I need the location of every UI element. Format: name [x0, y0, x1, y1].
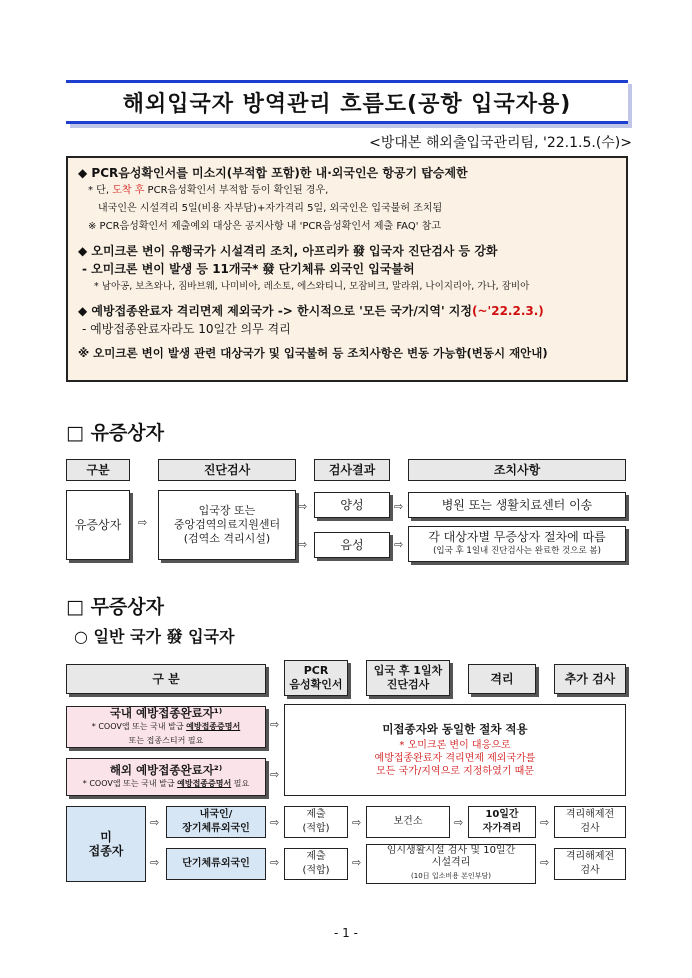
- sec1-positive-action: 병원 또는 생활치료센터 이송: [408, 492, 626, 518]
- notice-line-4: ※ PCR음성확인서 제출예외 대상은 공지사항 내 'PCR음성확인서 제출 FAQ' 참고: [88, 221, 441, 232]
- arrow-right-icon: ⇨: [270, 718, 280, 731]
- arrow-right-icon: ⇨: [352, 816, 362, 829]
- arrow-right-icon: ⇨: [454, 816, 464, 829]
- page-subtitle: <방대본 해외출입국관리팀, '22.1.5.(수)>: [369, 135, 632, 151]
- sec1-category-symptomatic: 유증상자: [66, 490, 130, 560]
- row2-pcr: 제출 (적합): [284, 848, 348, 880]
- sec1-header-test: 진단검사: [158, 459, 296, 481]
- notice-box: [66, 156, 628, 382]
- sec1-test-location: 입국장 또는 중앙검역의료지원센터 (검역소 격리시설): [158, 490, 296, 560]
- arrow-right-icon: ⇨: [394, 538, 404, 551]
- sec1-negative-action: 각 대상자별 무증상자 절차에 따름 (입국 후 1일내 진단검사는 완료한 것으로 봄): [408, 526, 626, 562]
- notice-line-5: ◆ 오미크론 변이 유행국가 시설격리 조치, 아프리카 發 입국자 진단검사 등 강화: [78, 244, 498, 258]
- arrow-right-icon: ⇨: [270, 768, 280, 781]
- sec1-result-positive: 양성: [314, 492, 390, 518]
- notice-line-10: ※ 오미크론 변이 발생 관련 대상국가 및 입국불허 등 조치사항은 변동 가능함(변동시 재안내): [78, 346, 548, 360]
- section-general-country-subheading: ○ 일반 국가 發 입국자: [74, 627, 235, 646]
- page-title: 해외입국자 방역관리 흐름도(공항 입국자용): [66, 80, 628, 124]
- sec2-header-quarantine: 격리: [468, 664, 536, 694]
- row1-pcr: 제출 (적합): [284, 806, 348, 838]
- sec1-header-result: 검사결과: [314, 459, 390, 481]
- row1-category: 내국인/ 장기체류외국인: [166, 806, 266, 838]
- row2-additional-test: 격리해제전 검사: [554, 848, 626, 880]
- sec1-result-negative: 음성: [314, 532, 390, 558]
- arrow-right-icon: ⇨: [138, 516, 148, 529]
- arrow-right-icon: ⇨: [270, 816, 280, 829]
- notice-line-8: ◆ 예방접종완료자 격리면제 제외국가 -> 한시적으로 '모든 국가/지역' 지정(~'22.2.3.): [78, 304, 544, 318]
- arrow-right-icon: ⇨: [298, 538, 308, 551]
- notice-line-9: - 예방접종완료자라도 10일간 의무 격리: [82, 322, 291, 336]
- sec2-header-category: 구 분: [66, 664, 266, 694]
- sec2-header-day1-test: 입국 후 1일차 진단검사: [366, 660, 450, 696]
- unvaccinated-box: 미 접종자: [66, 806, 146, 882]
- sec1-header-action: 조치사항: [408, 459, 626, 481]
- sec1-header-category: 구분: [66, 459, 130, 481]
- section-symptomatic-heading: □ 유증상자: [66, 422, 164, 444]
- section-asymptomatic-heading: □ 무증상자: [66, 596, 164, 618]
- arrow-right-icon: ⇨: [540, 856, 550, 869]
- sec2-header-pcr: PCR 음성확인서: [284, 660, 348, 696]
- arrow-right-icon: ⇨: [150, 816, 160, 829]
- page-number: - 1 -: [334, 926, 358, 940]
- arrow-right-icon: ⇨: [540, 816, 550, 829]
- arrow-right-icon: ⇨: [270, 856, 280, 869]
- notice-line-3: 내국인은 시설격리 5일(비용 자부담)+자가격리 5일, 외국인은 입국불허 조치됨: [98, 203, 443, 214]
- notice-line-7: * 남아공, 보츠와나, 짐바브웨, 나미비아, 레소토, 에스와티니, 모잠비크, 말라위, 나이지리아, 가나, 잠비아: [94, 281, 530, 292]
- row2-category: 단기체류외국인: [166, 848, 266, 880]
- arrow-right-icon: ⇨: [298, 500, 308, 513]
- notice-line-6: - 오미크론 변이 발생 등 11개국* 發 단기체류 외국인 입국불허: [82, 262, 415, 276]
- arrow-right-icon: ⇨: [394, 500, 404, 513]
- row1-day1-test: 보건소: [366, 806, 450, 838]
- notice-line-2: * 단, 도착 후 PCR음성확인서 부적합 등이 확인된 경우,: [88, 185, 329, 196]
- row2-facility-quarantine: 임시생활시설 검사 및 10일간 시설격리 (10日 입소비용 본인부담): [366, 844, 536, 884]
- row1-quarantine: 10일간 자가격리: [468, 806, 536, 838]
- domestic-vaccinated-box: 국내 예방접종완료자¹⁾ * COOV앱 또는 국내 발급 예방접종증명서 또는 접종스티커 필요: [66, 706, 266, 748]
- sec2-header-additional-test: 추가 검사: [554, 664, 626, 694]
- arrow-right-icon: ⇨: [352, 856, 362, 869]
- same-procedure-box: 미접종자와 동일한 절차 적용 * 오미크론 변이 대응으로 예방접종완료자 격리면제 제외국가를 모든 국가/지역으로 지정하였기 때문: [284, 704, 626, 796]
- arrow-right-icon: ⇨: [150, 856, 160, 869]
- foreign-vaccinated-box: 해외 예방접종완료자²⁾ * COOV앱 또는 국내 발급 예방접종증명서 필요: [66, 758, 266, 796]
- row1-additional-test: 격리해제전 검사: [554, 806, 626, 838]
- notice-line-1: ◆ PCR음성확인서를 미소지(부적합 포함)한 내·외국인은 항공기 탑승제한: [78, 166, 468, 180]
